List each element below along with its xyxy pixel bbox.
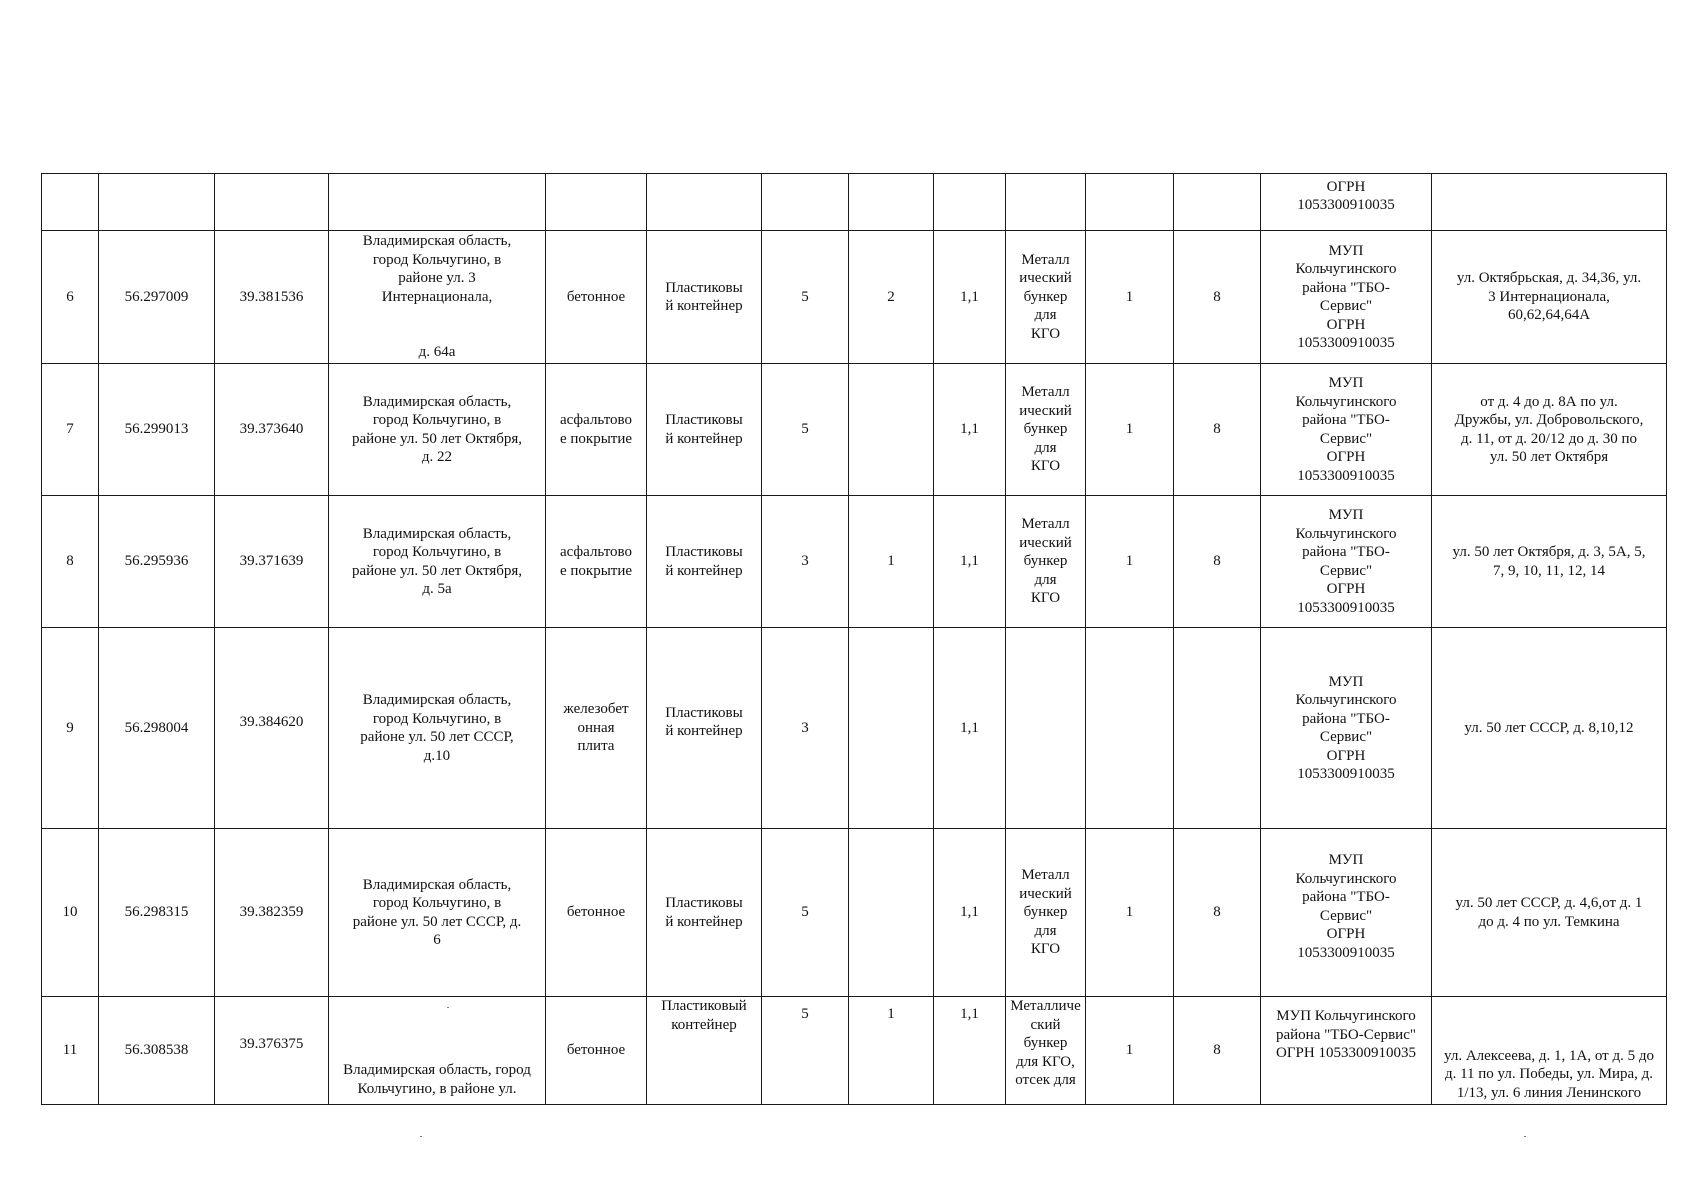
container-type-cell	[647, 174, 762, 231]
document-table	[41, 173, 1667, 1105]
container-count-cell	[762, 174, 849, 231]
longitude-cell	[215, 174, 329, 231]
served-addresses-cell: от д. 4 до д. 8А по ул. Дружбы, ул. Добровольского, д. 11, от д. 20/12 до д. 30 по ул. 50 лет Октября	[1432, 364, 1667, 496]
surface-cell	[546, 174, 647, 231]
volume-cell: 1,1	[934, 829, 1006, 997]
latitude-cell: 56.298315	[99, 829, 215, 997]
table-row	[42, 496, 1667, 628]
longitude-cell: 39.373640	[215, 364, 329, 496]
served-addresses-cell: ул. 50 лет Октября, д. 3, 5А, 5, 7, 9, 10, 11, 12, 14	[1432, 496, 1667, 628]
surface-cell: бетонное	[546, 829, 647, 997]
container-extra-cell	[849, 628, 934, 829]
bunker-volume-cell	[1174, 628, 1261, 829]
address-cell: Владимирская область, город Кольчугино, в районе ул. 3 Интернационала, д. 64а	[329, 231, 546, 364]
bunker-count-cell: 1	[1086, 231, 1174, 364]
container-count-cell: 3	[762, 496, 849, 628]
surface-cell: асфальтово е покрытие	[546, 496, 647, 628]
volume-cell: 1,1	[934, 364, 1006, 496]
address-cell	[329, 174, 546, 231]
container-count-cell: 5	[762, 997, 849, 1105]
latitude-cell: 56.297009	[99, 231, 215, 364]
container-extra-cell	[849, 174, 934, 231]
container-count-cell: 5	[762, 231, 849, 364]
longitude-cell: 39.371639	[215, 496, 329, 628]
operator-cell: МУП Кольчугинского района "ТБО- Сервис" ОГРН 1053300910035	[1261, 496, 1432, 628]
surface-cell: бетонное	[546, 231, 647, 364]
latitude-cell	[99, 174, 215, 231]
longitude-cell: 39.382359	[215, 829, 329, 997]
scan-speck	[420, 1136, 422, 1137]
table-row	[42, 628, 1667, 829]
table-row	[42, 231, 1667, 364]
latitude-cell: 56.298004	[99, 628, 215, 829]
container-type-cell: Пластиковы й контейнер	[647, 231, 762, 364]
container-type-cell: Пластиковы й контейнер	[647, 628, 762, 829]
longitude-cell: 39.384620	[215, 628, 329, 829]
row-number: 7	[42, 364, 99, 496]
table-row	[42, 997, 1667, 1105]
volume-cell: 1,1	[934, 997, 1006, 1105]
container-type-cell: Пластиковы й контейнер	[647, 829, 762, 997]
bunker-volume-cell: 8	[1174, 496, 1261, 628]
bunker-volume-cell: 8	[1174, 829, 1261, 997]
container-extra-cell: 1	[849, 997, 934, 1105]
bunker-volume-cell: 8	[1174, 231, 1261, 364]
row-number: 11	[42, 997, 99, 1105]
container-count-cell: 5	[762, 364, 849, 496]
longitude-cell: 39.381536	[215, 231, 329, 364]
surface-cell: бетонное	[546, 997, 647, 1105]
operator-cell: МУП Кольчугинского района "ТБО-Сервис" ОГРН 1053300910035	[1261, 997, 1432, 1105]
bunker-volume-cell	[1174, 174, 1261, 231]
container-type-cell: Пластиковы й контейнер	[647, 496, 762, 628]
table-row	[42, 829, 1667, 997]
container-count-cell: 5	[762, 829, 849, 997]
bunker-type-cell	[1006, 174, 1086, 231]
bunker-type-cell	[1006, 628, 1086, 829]
surface-cell: железобет онная плита	[546, 628, 647, 829]
bunker-count-cell: 1	[1086, 364, 1174, 496]
latitude-cell: 56.299013	[99, 364, 215, 496]
bunker-type-cell: Металл ический бункер для КГО	[1006, 364, 1086, 496]
operator-cell: МУП Кольчугинского района "ТБО- Сервис" ОГРН 1053300910035	[1261, 628, 1432, 829]
volume-cell: 1,1	[934, 496, 1006, 628]
container-extra-cell: 2	[849, 231, 934, 364]
latitude-cell: 56.308538	[99, 997, 215, 1105]
row-number	[42, 174, 99, 231]
volume-cell: 1,1	[934, 231, 1006, 364]
address-cell: Владимирская область, город Кольчугино, в районе ул. 50 лет Октября, д. 5а	[329, 496, 546, 628]
container-type-cell: Пластиковы й контейнер	[647, 364, 762, 496]
operator-cell: МУП Кольчугинского района "ТБО- Сервис" ОГРН 1053300910035	[1261, 829, 1432, 997]
bunker-count-cell: 1	[1086, 829, 1174, 997]
bunker-volume-cell: 8	[1174, 997, 1261, 1105]
served-addresses-cell: ул. Алексеева, д. 1, 1А, от д. 5 до д. 11 по ул. Победы, ул. Мира, д. 1/13, ул. 6 линия Ленинского	[1432, 997, 1667, 1105]
bunker-type-cell: Металл ический бункер для КГО	[1006, 496, 1086, 628]
bunker-type-cell: Металл ический бункер для КГО	[1006, 829, 1086, 997]
volume-cell	[934, 174, 1006, 231]
container-type-cell: Пластиковый контейнер	[647, 997, 762, 1105]
served-addresses-cell: ул. 50 лет СССР, д. 8,10,12	[1432, 628, 1667, 829]
served-addresses-cell: ул. 50 лет СССР, д. 4,6,от д. 1 до д. 4 по ул. Темкина	[1432, 829, 1667, 997]
operator-cell: МУП Кольчугинского района "ТБО- Сервис" ОГРН 1053300910035	[1261, 364, 1432, 496]
bunker-type-cell: Металл ический бункер для КГО	[1006, 231, 1086, 364]
row-number: 10	[42, 829, 99, 997]
bunker-type-cell: Металличе ский бункер для КГО, отсек для	[1006, 997, 1086, 1105]
surface-cell: асфальтово е покрытие	[546, 364, 647, 496]
scan-speck	[447, 1007, 449, 1008]
bunker-count-cell	[1086, 628, 1174, 829]
bunker-volume-cell: 8	[1174, 364, 1261, 496]
container-extra-cell: 1	[849, 496, 934, 628]
latitude-cell: 56.295936	[99, 496, 215, 628]
scan-speck	[1524, 1136, 1526, 1137]
address-cell: Владимирская область, город Кольчугино, в районе ул. 50 лет СССР, д. 6	[329, 829, 546, 997]
bunker-count-cell: 1	[1086, 496, 1174, 628]
container-extra-cell	[849, 364, 934, 496]
address-cell: Владимирская область, город Кольчугино, в районе ул. 50 лет СССР, д.10	[329, 628, 546, 829]
row-number: 8	[42, 496, 99, 628]
container-extra-cell	[849, 829, 934, 997]
served-addresses-cell: ул. Октябрьская, д. 34,36, ул. 3 Интернационала, 60,62,64,64А	[1432, 231, 1667, 364]
volume-cell: 1,1	[934, 628, 1006, 829]
row-number: 9	[42, 628, 99, 829]
bunker-count-cell: 1	[1086, 997, 1174, 1105]
address-cell: Владимирская область, город Кольчугино, в районе ул. 50 лет Октября, д. 22	[329, 364, 546, 496]
table-row	[42, 174, 1667, 231]
bunker-count-cell	[1086, 174, 1174, 231]
longitude-cell: 39.376375	[215, 997, 329, 1105]
address-cell: Владимирская область, город Кольчугино, в районе ул.	[329, 997, 546, 1105]
operator-cell: МУП Кольчугинского района "ТБО- Сервис" ОГРН 1053300910035	[1261, 231, 1432, 364]
operator-cell: ОГРН 1053300910035	[1261, 174, 1432, 231]
row-number: 6	[42, 231, 99, 364]
table-row	[42, 364, 1667, 496]
container-count-cell: 3	[762, 628, 849, 829]
served-addresses-cell	[1432, 174, 1667, 231]
